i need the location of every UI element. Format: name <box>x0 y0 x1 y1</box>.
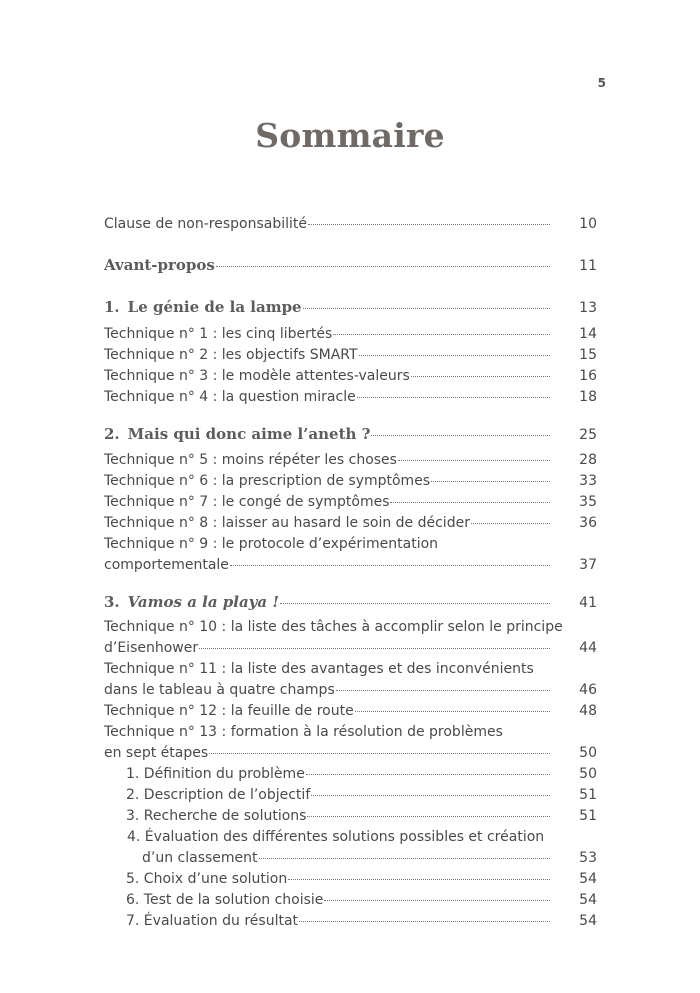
toc-entry[interactable] <box>104 366 597 387</box>
dot-leader <box>471 523 550 524</box>
toc-entry[interactable] <box>104 345 597 366</box>
toc-entry-page: 50 <box>579 766 597 782</box>
toc-entry-label: en sept étapes <box>104 745 209 761</box>
toc-entry[interactable] <box>104 513 597 534</box>
toc-entry-page: 36 <box>579 515 597 531</box>
page-number: 5 <box>597 76 606 90</box>
toc-entry-page: 15 <box>579 347 597 363</box>
dot-leader <box>216 266 550 267</box>
toc-entry-label: 1. Définition du problème <box>126 766 305 782</box>
toc-chapter-entry[interactable] <box>104 424 597 446</box>
dot-leader <box>299 921 550 922</box>
toc-entry-page: 44 <box>579 640 597 656</box>
chapter-title: Le génie de la lampe <box>127 298 302 316</box>
toc-entry-label: Technique n° 4 : la question miracle <box>104 389 356 405</box>
toc-entry[interactable] <box>104 471 597 492</box>
dot-leader <box>199 648 550 649</box>
toc-entry-label-line1: Technique n° 13 : formation à la résolution de problèmes <box>104 724 503 740</box>
dot-leader <box>311 795 550 796</box>
toc-entry-page: 53 <box>579 850 597 866</box>
toc-entry-label-line1: Technique n° 10 : la liste des tâches à accomplir selon le principe <box>104 619 563 635</box>
toc-entry-label-line1: Technique n° 11 : la liste des avantages et des inconvénients <box>104 661 534 677</box>
toc-entry-label: 7. Évaluation du résultat <box>126 913 299 929</box>
chapter-title: Vamos a la playa ! <box>127 593 279 611</box>
toc-entry-page: 28 <box>579 452 597 468</box>
dot-leader <box>398 460 550 461</box>
toc-entry[interactable] <box>104 492 597 513</box>
dot-leader <box>371 435 550 436</box>
toc-entry-label: Avant-propos <box>104 256 215 274</box>
toc-entry-page: 25 <box>579 427 597 443</box>
toc-entry-page: 13 <box>579 300 597 316</box>
toc-entry-label: Technique n° 1 : les cinq libertés <box>104 326 333 342</box>
chapter-number: 3. <box>104 593 120 611</box>
toc-entry-page: 18 <box>579 389 597 405</box>
dot-leader <box>308 224 550 225</box>
dot-leader <box>324 900 550 901</box>
dot-leader <box>390 502 550 503</box>
chapter-number: 1. <box>104 298 120 316</box>
dot-leader <box>411 376 550 377</box>
toc-entry-label: Clause de non-responsabilité <box>104 216 307 232</box>
toc-chapter-entry[interactable] <box>104 592 597 614</box>
dot-leader <box>259 858 550 859</box>
toc-entry[interactable] <box>104 214 597 235</box>
toc-subentry[interactable] <box>126 890 597 911</box>
toc-entry-label: d’un classement <box>142 850 258 866</box>
dot-leader <box>307 816 550 817</box>
toc-entry-label: d’Eisenhower <box>104 640 199 656</box>
toc-entry[interactable] <box>104 659 597 701</box>
toc-entry-label: 2. Description de l’objectif <box>126 787 311 803</box>
dot-leader <box>336 690 550 691</box>
toc-entry-page: 41 <box>579 595 597 611</box>
toc-entry-label: Technique n° 8 : laisser au hasard le soin de décider <box>104 515 470 531</box>
dot-leader <box>303 308 550 309</box>
toc-chapter-label <box>104 592 279 613</box>
toc-subentry[interactable] <box>126 911 597 932</box>
toc-entry-page: 37 <box>579 557 597 573</box>
toc-entry[interactable] <box>104 324 597 345</box>
toc-chapter-entry[interactable] <box>104 255 597 277</box>
dot-leader <box>306 774 550 775</box>
toc-entry-page: 33 <box>579 473 597 489</box>
toc-subentry[interactable] <box>126 869 597 890</box>
chapter-number: 2. <box>104 425 120 443</box>
dot-leader <box>355 711 550 712</box>
toc-entry-page: 50 <box>579 745 597 761</box>
dot-leader <box>431 481 550 482</box>
toc-chapter-label <box>104 424 370 445</box>
toc-subentry[interactable] <box>126 806 597 827</box>
toc-entry[interactable] <box>104 701 597 722</box>
toc-entry-page: 46 <box>579 682 597 698</box>
toc-chapter-entry[interactable] <box>104 297 597 319</box>
toc-entry-label: dans le tableau à quatre champs <box>104 682 335 698</box>
toc-subentry[interactable] <box>126 827 597 869</box>
toc-entry-label: Technique n° 12 : la feuille de route <box>104 703 354 719</box>
toc-entry-label: Technique n° 3 : le modèle attentes-valeurs <box>104 368 410 384</box>
toc-entry-page: 54 <box>579 871 597 887</box>
toc-entry-page: 16 <box>579 368 597 384</box>
dot-leader <box>359 355 550 356</box>
toc-entry-label: 3. Recherche de solutions <box>126 808 307 824</box>
toc-entry-page: 54 <box>579 913 597 929</box>
toc-entry[interactable] <box>104 617 597 659</box>
dot-leader <box>230 565 550 566</box>
toc-entry-page: 35 <box>579 494 597 510</box>
toc-entry-label-line1: 4. Évaluation des différentes solutions possibles et création <box>127 829 545 845</box>
toc-entry-page: 11 <box>579 258 597 274</box>
dot-leader <box>209 753 550 754</box>
toc-subentry[interactable] <box>126 785 597 806</box>
toc-entry-label: Technique n° 5 : moins répéter les choses <box>104 452 397 468</box>
chapter-title: Mais qui donc aime l’aneth ? <box>127 425 371 443</box>
toc-entry-page: 14 <box>579 326 597 342</box>
toc-entry-page: 51 <box>579 787 597 803</box>
toc-entry-label: Technique n° 7 : le congé de symptômes <box>104 494 390 510</box>
toc-entry-page: 51 <box>579 808 597 824</box>
toc-entry-page: 48 <box>579 703 597 719</box>
toc-entry-label: 5. Choix d’une solution <box>126 871 288 887</box>
toc-entry[interactable] <box>104 387 597 408</box>
toc-entry[interactable] <box>104 450 597 471</box>
toc-entry[interactable] <box>104 722 597 764</box>
page-title: Sommaire <box>255 116 445 155</box>
toc-entry-label: Technique n° 6 : la prescription de symptômes <box>104 473 431 489</box>
dot-leader <box>288 879 550 880</box>
toc-entry-label: 6. Test de la solution choisie <box>126 892 324 908</box>
toc-entry-page: 54 <box>579 892 597 908</box>
toc-subentry[interactable] <box>126 764 597 785</box>
toc-entry[interactable] <box>104 534 597 576</box>
toc-entry-label: comportementale <box>104 557 229 573</box>
toc-entry-label: Technique n° 2 : les objectifs SMART <box>104 347 358 363</box>
dot-leader <box>357 397 550 398</box>
dot-leader <box>333 334 550 335</box>
toc-entry-page: 10 <box>579 216 597 232</box>
toc-chapter-label <box>104 297 302 318</box>
dot-leader <box>280 603 550 604</box>
toc-entry-label-line1: Technique n° 9 : le protocole d’expérimentation <box>104 536 439 552</box>
